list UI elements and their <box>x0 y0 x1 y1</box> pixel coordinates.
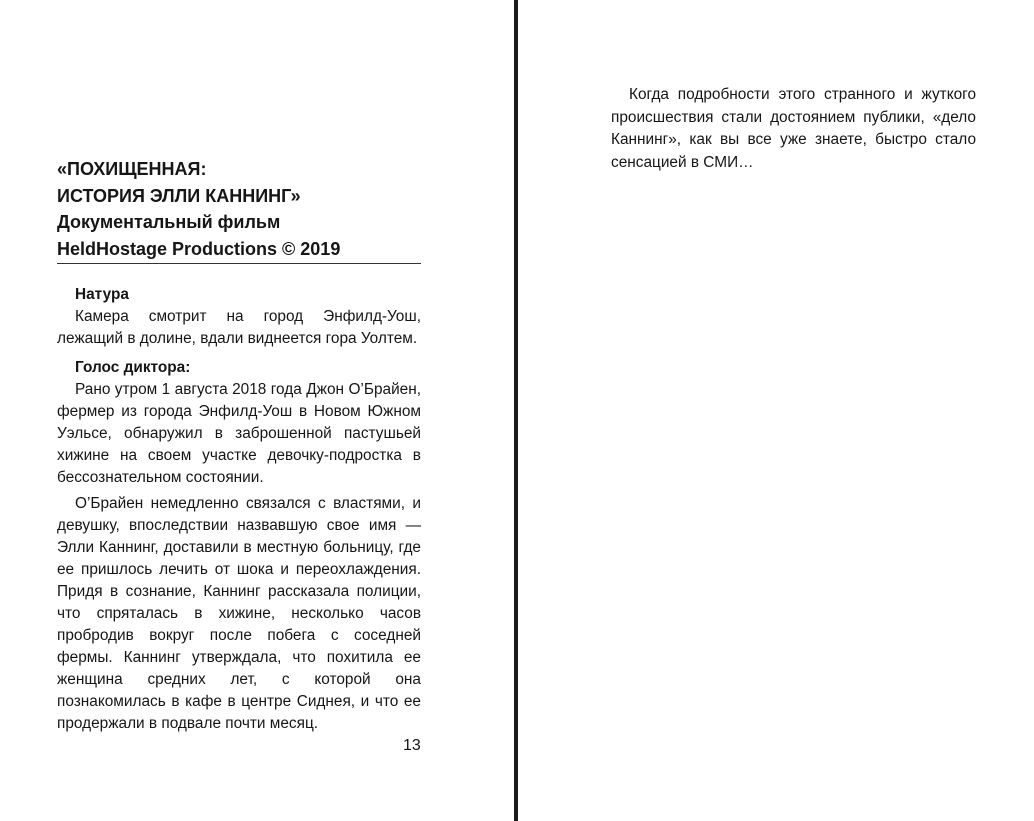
page-number: 13 <box>403 737 421 754</box>
right-page-paragraph: Когда подробности этого странного и жуткого происшествия стали достоянием публики, «дело Каннинг», как вы все уже знаете, быстро стало сенсацией в СМИ… <box>611 86 976 171</box>
title-divider <box>57 263 421 264</box>
narrator-paragraph-2: О’Брайен немедленно связался с властями, и девушку, впоследствии назвавшую свое имя — Элли Каннинг, доставили в местную больницу, где ее пришлось лечить от шока и переохлаждения. Придя в сознание, Каннинг рассказала полиции, что спряталась в хижине, несколько часов пробродив вокруг после побега с соседней фермы. Каннинг утверждала, что похитила ее женщина средних лет, с которой она познакомилась в кафе в центре Сиднея, и что ее продержали в подвале почти месяц. <box>57 495 421 732</box>
production-line: HeldHostage Productions © 2019 <box>57 238 341 259</box>
section-heading-narrator: Голос диктора: <box>75 359 191 376</box>
subtitle-line: Документальный фильм <box>57 212 281 232</box>
narrator-paragraph-1: Рано утром 1 августа 2018 года Джон О’Брайен, фермер из города Энфилд-Уош в Новом Южном Уэльсе, обнаружил в заброшенной пастушьей хижине на своем участке девочку-подростка в бессознательном состоянии. <box>57 381 421 486</box>
script-body <box>57 284 421 735</box>
title-line-1: «ПОХИЩЕННАЯ: <box>57 159 207 179</box>
title-line-2: ИСТОРИЯ ЭЛЛИ КАННИНГ» <box>57 185 301 206</box>
left-page <box>0 0 514 821</box>
document-title-block <box>57 156 437 262</box>
scene-paragraph: Камера смотрит на город Энфилд-Уош, лежащий в долине, вдали виднеется гора Уолтем. <box>57 308 421 347</box>
section-heading-scene: Натура <box>75 286 129 303</box>
